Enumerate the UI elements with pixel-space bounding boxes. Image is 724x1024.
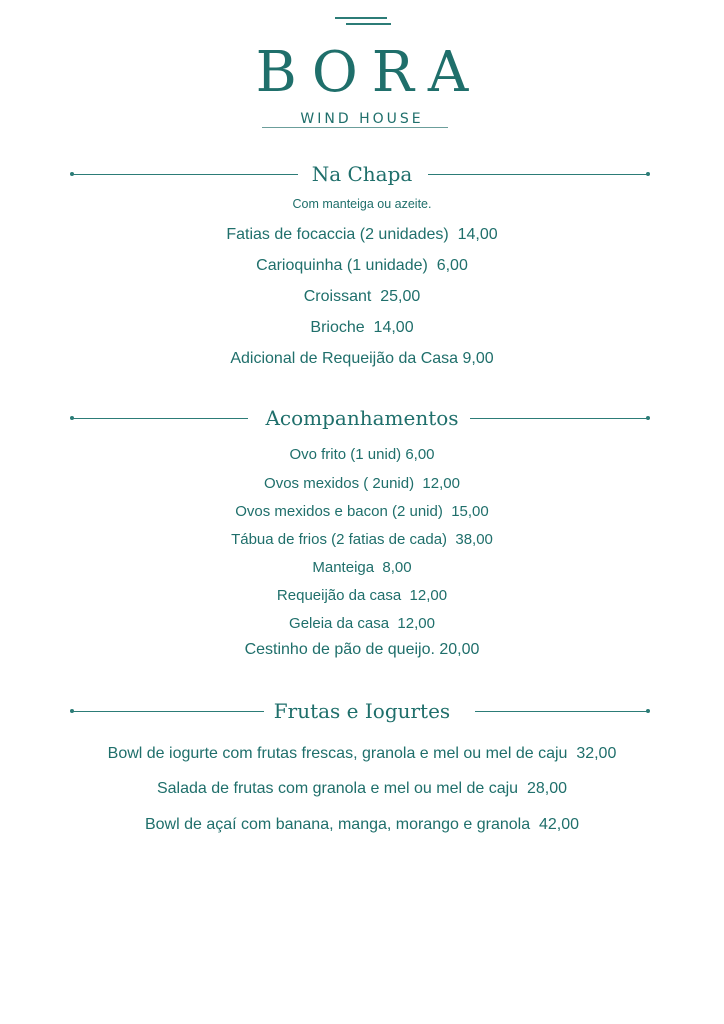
menu-item: Adicional de Requeijão da Casa 9,00	[230, 350, 494, 367]
section-note: Com manteiga ou azeite.	[292, 197, 432, 211]
logo-bar-bottom	[346, 23, 391, 25]
menu-item: Brioche 14,00	[310, 319, 414, 336]
section-title-acompanhamentos: Acompanhamentos	[265, 406, 459, 430]
menu-item: Geleia da casa 12,00	[289, 615, 435, 632]
menu-item: Bowl de iogurte com frutas frescas, granola e mel ou mel de caju 32,00	[107, 745, 617, 762]
logo-bar-top	[335, 17, 387, 19]
menu-item: Croissant 25,00	[303, 288, 421, 305]
brand-name: BORA	[255, 40, 483, 105]
section-title-frutas-e-iogurtes: Frutas e Iogurtes	[273, 699, 451, 723]
menu-item: Tábua de frios (2 fatias de cada) 38,00	[231, 531, 493, 548]
menu-item: Ovos mexidos e bacon (2 unid) 15,00	[235, 503, 489, 520]
brand-underline	[262, 127, 448, 128]
menu-item: Requeijão da casa 12,00	[276, 587, 448, 604]
menu-item: Salada de frutas com granola e mel ou mel de caju 28,00	[156, 780, 568, 797]
menu-item: Manteiga 8,00	[312, 559, 412, 576]
section-title-na-chapa: Na Chapa	[311, 162, 413, 186]
menu-item: Cestinho de pão de queijo. 20,00	[244, 641, 480, 658]
menu-item: Ovos mexidos ( 2unid) 12,00	[264, 475, 460, 492]
menu-item: Bowl de açaí com banana, manga, morango e granola 42,00	[144, 816, 580, 833]
menu-item: Fatias de focaccia (2 unidades) 14,00	[226, 226, 498, 243]
menu-item: Ovo frito (1 unid) 6,00	[289, 446, 435, 463]
brand-subtitle: WIND HOUSE	[300, 111, 424, 127]
menu-item: Carioquinha (1 unidade) 6,00	[256, 257, 468, 274]
